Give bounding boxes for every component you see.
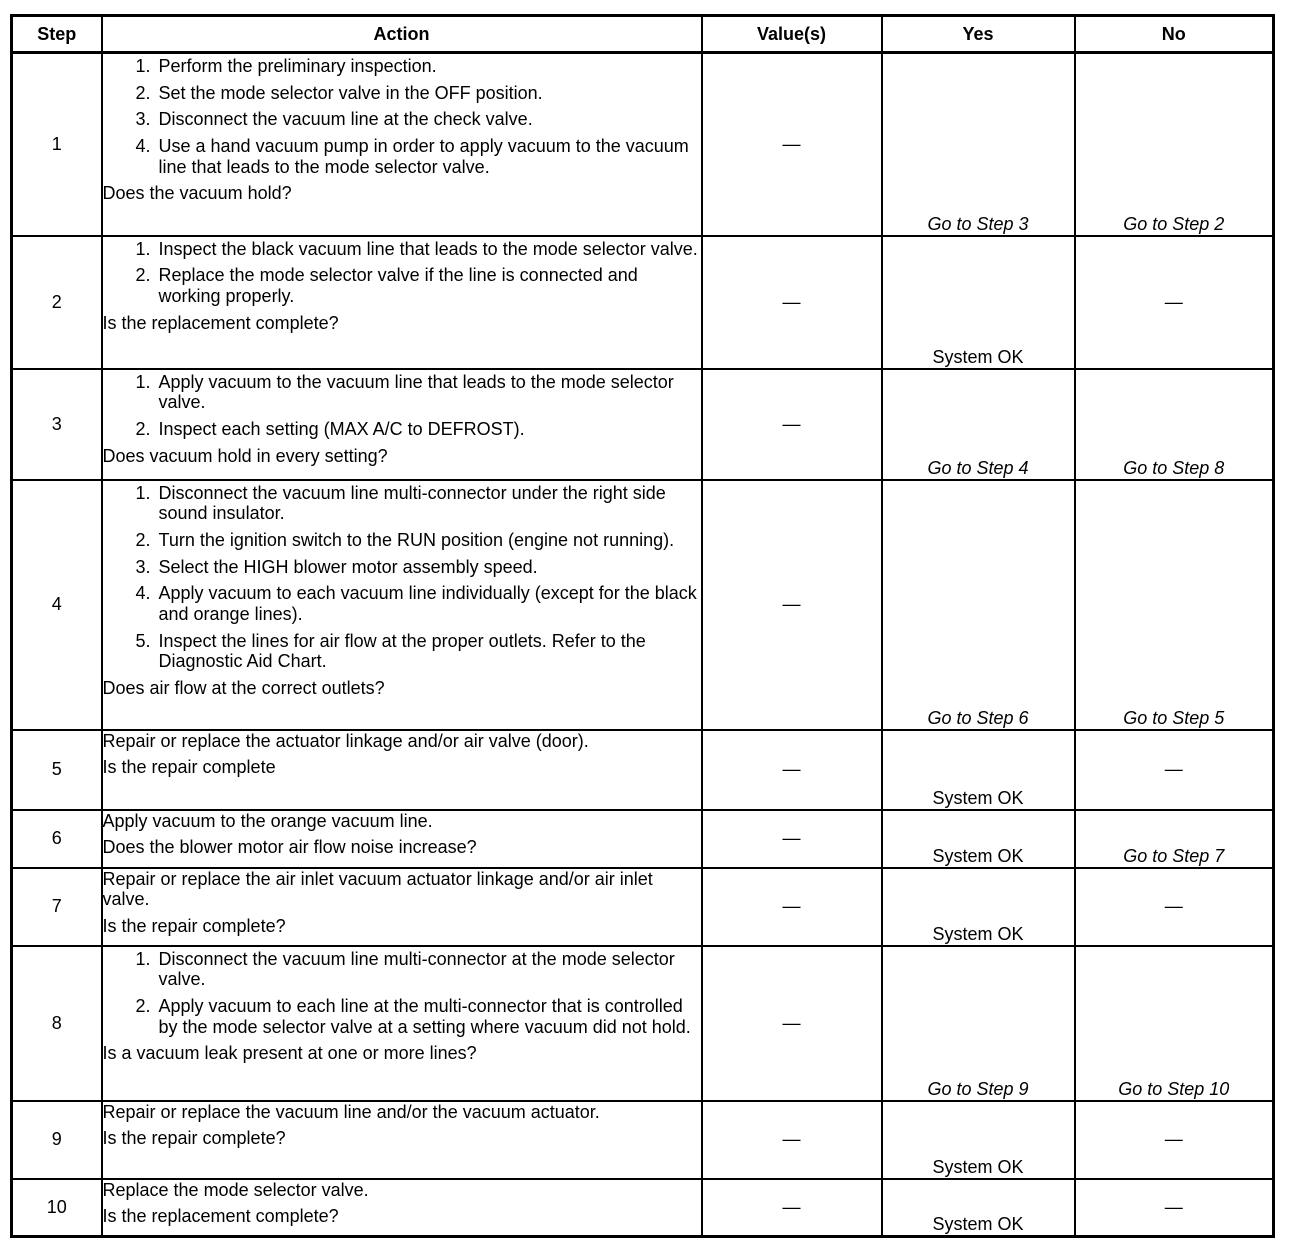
action-step-number: 5. (135, 630, 151, 651)
action-step-item (103, 949, 701, 990)
action-step-item (103, 109, 701, 130)
step-number: 5 (12, 730, 102, 810)
no-cell (1075, 946, 1274, 1101)
action-steps-list (103, 239, 701, 307)
yes-cell (882, 53, 1075, 236)
no-cell (1075, 236, 1274, 369)
action-instruction: Repair or replace the vacuum line and/or the vacuum actuator. (102, 1101, 600, 1122)
action-step-item (103, 483, 701, 524)
no-outcome: Go to Step 10 (1118, 1078, 1230, 1099)
yes-outcome: Go to Step 3 (927, 213, 1029, 234)
action-step-text: Apply vacuum to each line at the multi-connector that is controlled by the mode selector valve at a setting where vacuum did not hold. (158, 995, 691, 1037)
yes-cell (882, 480, 1075, 730)
action-instruction: Repair or replace the actuator linkage and/or air valve (door). (102, 730, 589, 751)
action-step-item (103, 265, 701, 306)
value-cell: — (702, 946, 882, 1101)
table-row (12, 1101, 1274, 1179)
value-cell: — (702, 236, 882, 369)
action-step-text: Use a hand vacuum pump in order to apply vacuum to the vacuum line that leads to the mode selector valve. (158, 136, 689, 177)
dash-value: — (1164, 1129, 1183, 1150)
action-step-number: 4. (135, 583, 151, 604)
action-step-number: 2. (135, 265, 151, 286)
action-step-item (103, 530, 701, 551)
action-step-text: Set the mode selector valve in the OFF position. (158, 82, 543, 103)
action-cell (102, 810, 702, 868)
action-step-text: Replace the mode selector valve if the line is connected and working properly. (158, 265, 638, 306)
action-instruction: Repair or replace the air inlet vacuum actuator linkage and/or air inlet valve. (102, 868, 653, 910)
yes-outcome: Go to Step 9 (927, 1078, 1029, 1099)
action-step-number: 4. (135, 136, 151, 157)
step-number: 7 (12, 868, 102, 946)
action-cell (102, 236, 702, 369)
table-row (12, 946, 1274, 1101)
no-outcome: Go to Step 2 (1123, 213, 1225, 234)
action-step-number: 1. (135, 482, 151, 503)
action-step-item (103, 419, 701, 440)
yes-cell (882, 810, 1075, 868)
action-cell (102, 1179, 702, 1237)
action-question: Does the vacuum hold? (102, 183, 292, 204)
no-cell (1075, 1179, 1274, 1237)
header-row (12, 16, 1274, 53)
action-step-number: 1. (135, 238, 151, 259)
action-step-text: Disconnect the vacuum line multi-connector at the mode selector valve. (158, 948, 675, 990)
yes-cell (882, 868, 1075, 946)
yes-outcome: System OK (932, 1214, 1024, 1235)
action-step-text: Inspect the lines for air flow at the proper outlets. Refer to the Diagnostic Aid Chart. (158, 630, 646, 672)
no-cell (1075, 730, 1274, 810)
no-outcome: Go to Step 8 (1123, 457, 1225, 478)
header-values: Value(s) (702, 16, 882, 53)
action-cell (102, 730, 702, 810)
action-question: Is the repair complete (102, 757, 276, 778)
action-cell (102, 946, 702, 1101)
action-step-number: 1. (135, 948, 151, 969)
action-question: Is the replacement complete? (102, 312, 339, 333)
action-question: Does vacuum hold in every setting? (102, 445, 388, 466)
action-step-number: 2. (135, 529, 151, 550)
action-step-number: 2. (135, 995, 151, 1016)
action-step-item (103, 136, 701, 177)
step-number: 9 (12, 1101, 102, 1179)
value-cell: — (702, 480, 882, 730)
yes-cell (882, 946, 1075, 1101)
action-step-text: Perform the preliminary inspection. (158, 56, 437, 76)
action-step-number: 2. (135, 82, 151, 103)
action-cell (102, 1101, 702, 1179)
action-step-number: 1. (135, 56, 151, 76)
action-cell (102, 53, 702, 236)
dash-value: — (1164, 896, 1183, 917)
value-cell: — (702, 369, 882, 480)
step-number: 3 (12, 369, 102, 480)
yes-outcome: Go to Step 6 (927, 707, 1029, 728)
no-cell (1075, 810, 1274, 868)
action-step-text: Apply vacuum to each vacuum line individually (except for the black and orange lines). (158, 583, 697, 624)
action-cell (102, 868, 702, 946)
table-body (12, 53, 1274, 1237)
dash-value: — (1164, 759, 1183, 780)
no-cell (1075, 53, 1274, 236)
action-steps-list (103, 483, 701, 673)
table-row (12, 236, 1274, 369)
yes-outcome: System OK (932, 845, 1024, 866)
no-cell (1075, 868, 1274, 946)
table-row (12, 53, 1274, 236)
action-steps-list (103, 372, 701, 440)
value-cell: — (702, 53, 882, 236)
table-row (12, 868, 1274, 946)
value-cell: — (702, 810, 882, 868)
action-step-item (103, 583, 701, 624)
no-cell (1075, 1101, 1274, 1179)
yes-outcome: System OK (932, 346, 1024, 367)
action-step-item (103, 83, 701, 104)
action-question: Is the repair complete? (102, 1128, 286, 1149)
step-number: 8 (12, 946, 102, 1101)
action-cell (102, 369, 702, 480)
action-step-item (103, 631, 701, 672)
action-step-item (103, 239, 701, 260)
table-row (12, 810, 1274, 868)
yes-cell (882, 369, 1075, 480)
no-outcome: Go to Step 5 (1123, 707, 1225, 728)
action-step-text: Turn the ignition switch to the RUN position (engine not running). (158, 529, 675, 550)
header-action: Action (102, 16, 702, 53)
action-step-number: 3. (135, 556, 151, 577)
step-number: 6 (12, 810, 102, 868)
action-cell (102, 480, 702, 730)
action-step-text: Select the HIGH blower motor assembly speed. (158, 556, 538, 577)
no-cell (1075, 369, 1274, 480)
action-step-number: 3. (135, 109, 151, 130)
header-no: No (1075, 16, 1274, 53)
value-cell: — (702, 868, 882, 946)
action-step-text: Disconnect the vacuum line multi-connector under the right side sound insulator. (158, 482, 666, 524)
action-step-item (103, 557, 701, 578)
action-step-item (103, 372, 701, 413)
action-question: Is a vacuum leak present at one or more lines? (102, 1043, 477, 1064)
yes-cell (882, 730, 1075, 810)
action-instruction: Apply vacuum to the orange vacuum line. (102, 810, 433, 831)
action-step-text: Inspect the black vacuum line that leads to the mode selector valve. (158, 238, 698, 259)
step-number: 2 (12, 236, 102, 369)
action-question: Is the repair complete? (102, 915, 286, 936)
yes-outcome: System OK (932, 787, 1024, 808)
table-row (12, 1179, 1274, 1237)
step-number: 4 (12, 480, 102, 730)
table-row (12, 369, 1274, 480)
action-step-item (103, 56, 701, 77)
header-step: Step (12, 16, 102, 53)
action-question: Is the replacement complete? (102, 1206, 339, 1227)
dash-value: — (1164, 291, 1183, 312)
yes-cell (882, 1101, 1075, 1179)
value-cell: — (702, 730, 882, 810)
action-steps-list (103, 949, 701, 1038)
yes-outcome: Go to Step 4 (927, 457, 1029, 478)
no-cell (1075, 480, 1274, 730)
diagnostic-table (10, 14, 1275, 1238)
diagnostic-table-container (10, 14, 1276, 1240)
header-yes: Yes (882, 16, 1075, 53)
no-outcome: Go to Step 7 (1123, 845, 1225, 866)
action-step-item (103, 996, 701, 1037)
step-number: 10 (12, 1179, 102, 1237)
yes-cell (882, 236, 1075, 369)
value-cell: — (702, 1101, 882, 1179)
action-steps-list (103, 56, 701, 177)
action-step-text: Inspect each setting (MAX A/C to DEFROST). (158, 418, 525, 439)
action-question: Does the blower motor air flow noise increase? (102, 837, 477, 858)
step-number: 1 (12, 53, 102, 236)
action-instruction: Replace the mode selector valve. (102, 1179, 369, 1200)
action-step-number: 1. (135, 371, 151, 392)
value-cell: — (702, 1179, 882, 1237)
table-row (12, 730, 1274, 810)
yes-cell (882, 1179, 1075, 1237)
dash-value: — (1164, 1196, 1183, 1217)
yes-outcome: System OK (932, 1156, 1024, 1177)
action-question: Does air flow at the correct outlets? (102, 678, 385, 698)
action-step-text: Apply vacuum to the vacuum line that leads to the mode selector valve. (158, 371, 674, 413)
yes-outcome: System OK (932, 923, 1024, 944)
action-step-number: 2. (135, 418, 151, 439)
action-step-text: Disconnect the vacuum line at the check valve. (158, 109, 533, 130)
table-row (12, 480, 1274, 730)
